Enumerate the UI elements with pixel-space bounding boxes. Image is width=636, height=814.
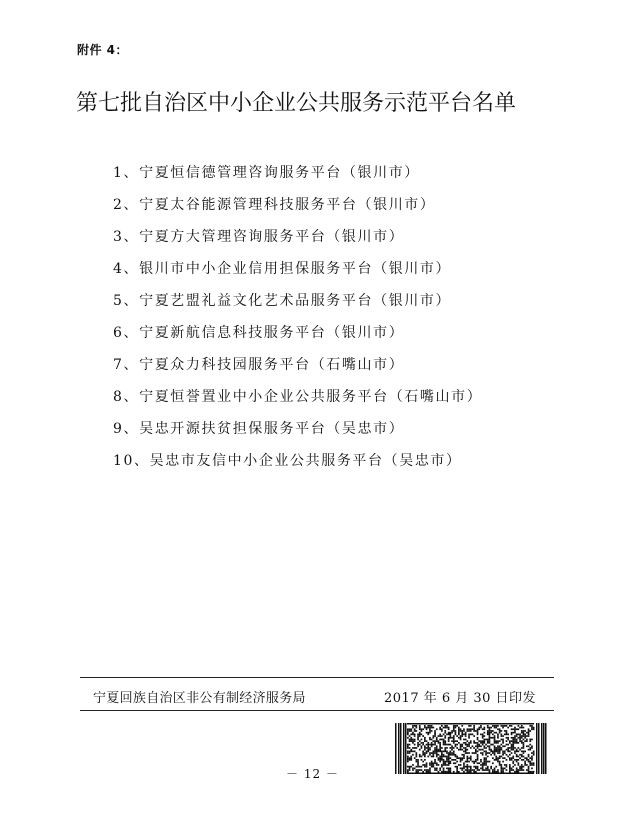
list-item: 5、宁夏艺盟礼益文化艺术品服务平台（银川市） [113, 293, 452, 309]
platform-list [113, 162, 482, 482]
barcode-image [395, 723, 547, 774]
footer-print-date: 2017 年 6 月 30 日印发 [384, 691, 537, 706]
attachment-label: 附件 4： [77, 43, 129, 57]
page-number: － 12 － [286, 767, 339, 781]
list-item: 6、宁夏新航信息科技服务平台（银川市） [113, 325, 405, 341]
footer-top-rule [80, 677, 554, 678]
list-item: 8、宁夏恒誉置业中小企业公共服务平台（石嘴山市） [113, 389, 483, 405]
list-item: 9、吴忠开源扶贫担保服务平台（吴忠市） [113, 421, 405, 437]
list-item: 7、宁夏众力科技园服务平台（石嘴山市） [113, 357, 405, 373]
list-item: 10、吴忠市友信中小企业公共服务平台（吴忠市） [113, 453, 462, 469]
footer-issuer: 宁夏回族自治区非公有制经济服务局 [93, 691, 306, 706]
list-item: 1、宁夏恒信德管理咨询服务平台（银川市） [113, 165, 420, 181]
list-item: 4、银川市中小企业信用担保服务平台（银川市） [113, 261, 452, 277]
list-item: 2、宁夏太谷能源管理科技服务平台（银川市） [113, 197, 436, 213]
list-item: 3、宁夏方大管理咨询服务平台（银川市） [113, 229, 405, 245]
document-title: 第七批自治区中小企业公共服务示范平台名单 [76, 91, 517, 116]
footer-bottom-rule [80, 710, 554, 711]
